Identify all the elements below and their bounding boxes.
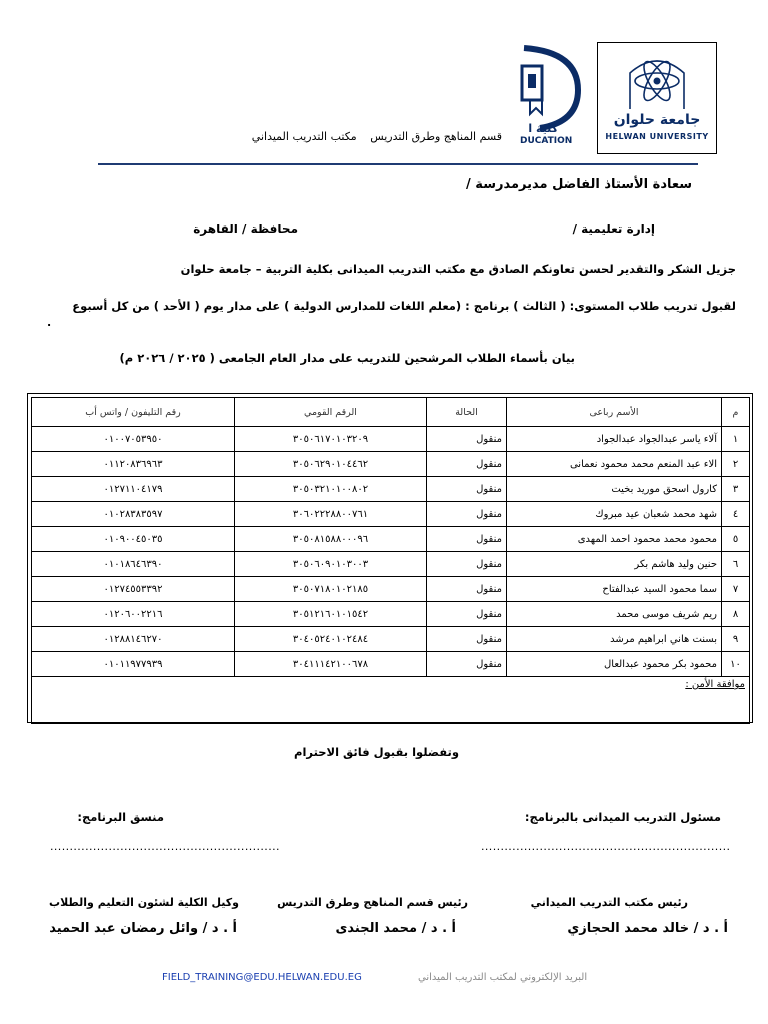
- closing-line: وتفضلوا بقبول فائق الاحترام: [294, 745, 459, 759]
- dept-head-title: رئيس قسم المناهج وطرق التدريس: [277, 896, 468, 909]
- table-row: [32, 452, 750, 477]
- dept-head-name: أ . د / محمد الجندى: [335, 921, 456, 936]
- student-status: منقول: [427, 427, 507, 452]
- phone-number: ٠١٠٩٠٠٤٥٠٣٥: [32, 527, 235, 552]
- row-number: ٦: [722, 552, 750, 577]
- national-id: ٣٠٥٠٦١٧٠١٠٣٢٠٩: [235, 427, 427, 452]
- education-admin-label: إدارة تعليمية /: [572, 222, 655, 236]
- student-name: محمود بكر محمود عبدالعال: [507, 652, 722, 677]
- student-name: آلاء ياسر عبدالجواد عبدالجواد: [507, 427, 722, 452]
- student-status: منقول: [427, 552, 507, 577]
- department-name: قسم المناهج وطرق التدريس: [370, 130, 502, 143]
- table-row: [32, 602, 750, 627]
- student-name: بسنت هاني ابراهيم مرشد: [507, 627, 722, 652]
- national-id: ٣٠٥٠٦٢٩٠١٠٤٤٦٢: [235, 452, 427, 477]
- col-header-nid: الرقم القومي: [235, 398, 427, 427]
- row-number: ٤: [722, 502, 750, 527]
- university-name-en: HELWAN UNIVERSITY: [605, 132, 709, 141]
- phone-number: ٠١٢٨٨١٤٦٢٧٠: [32, 627, 235, 652]
- row-number: ١٠: [722, 652, 750, 677]
- helwan-university-logo: [597, 42, 717, 154]
- row-number: ٥: [722, 527, 750, 552]
- student-status: منقول: [427, 577, 507, 602]
- col-header-status: الحالة: [427, 398, 507, 427]
- vice-dean-name: أ . د / وائل رمضان عبد الحميد: [49, 921, 237, 936]
- national-id: ٣٠٥٠٣٢١٠١٠٠٨٠٢: [235, 477, 427, 502]
- col-header-name: الأسم رباعى: [507, 398, 722, 427]
- student-status: منقول: [427, 627, 507, 652]
- phone-number: ٠١٢٧٤٥٥٣٣٩٢: [32, 577, 235, 602]
- acceptance-end-mark: .: [47, 316, 52, 329]
- table-row: [32, 527, 750, 552]
- student-name: ريم شريف موسى محمد: [507, 602, 722, 627]
- office-head-name: أ . د / خالد محمد الحجازي: [567, 921, 728, 936]
- office-name: مكتب التدريب الميداني: [251, 130, 357, 143]
- table-header-row: [32, 398, 750, 427]
- phone-number: ٠١٠٠٧٠٥٣٩٥٠: [32, 427, 235, 452]
- field-training-rep-label: مسئول التدريب الميدانى بالبرنامج:: [524, 810, 721, 824]
- student-status: منقول: [427, 527, 507, 552]
- faculty-of-education-logo: [520, 44, 582, 148]
- national-id: ٣٠٥١٢١٦٠١٠١٥٤٢: [235, 602, 427, 627]
- national-id: ٣٠٥٠٧١٨٠١٠٢١٨٥: [235, 577, 427, 602]
- security-approval-label: موافقة الأمن :: [685, 679, 745, 690]
- row-number: ١: [722, 427, 750, 452]
- student-status: منقول: [427, 652, 507, 677]
- students-table: [27, 393, 753, 723]
- security-approval-row: [32, 677, 750, 724]
- row-number: ٩: [722, 627, 750, 652]
- national-id: ٣٠٤١١١٤٢١٠٠٦٧٨: [235, 652, 427, 677]
- row-number: ٣: [722, 477, 750, 502]
- student-name: كارول اسحق موريد بخيت: [507, 477, 722, 502]
- national-id: ٣٠٦٠٢٢٢٨٨٠٠٧٦١: [235, 502, 427, 527]
- student-status: منقول: [427, 477, 507, 502]
- row-number: ٢: [722, 452, 750, 477]
- table-row: [32, 502, 750, 527]
- phone-number: ٠١٢٠٦٠٠٢٢١٦: [32, 602, 235, 627]
- student-status: منقول: [427, 452, 507, 477]
- table-row: [32, 652, 750, 677]
- student-name: حنين وليد هاشم بكر: [507, 552, 722, 577]
- faculty-name-en: DUCATION: [520, 136, 573, 146]
- student-status: منقول: [427, 502, 507, 527]
- table-row: [32, 427, 750, 452]
- faculty-emblem-icon: [520, 44, 582, 134]
- row-number: ٧: [722, 577, 750, 602]
- field-rep-signature-line: ................................................................: [481, 840, 731, 853]
- col-header-num: م: [722, 398, 750, 427]
- header-divider: [98, 163, 698, 165]
- program-coordinator-label: منسق البرنامج:: [77, 810, 164, 824]
- row-number: ٨: [722, 602, 750, 627]
- table-row: [32, 577, 750, 602]
- university-name-ar: جامعة حلوان: [613, 112, 701, 128]
- footer-email-label: البريد الإلكتروني لمكتب التدريب الميداني: [418, 972, 588, 983]
- col-header-phone: رقم التليفون / واتس أب: [32, 398, 235, 427]
- national-id: ٣٠٤٠٥٢٤٠١٠٢٤٨٤: [235, 627, 427, 652]
- table-row: [32, 627, 750, 652]
- student-name: سما محمود السيد عبدالفتاح: [507, 577, 722, 602]
- salutation: سعادة الأستاذ الفاضل مديرمدرسة /: [466, 177, 692, 192]
- table-row: [32, 477, 750, 502]
- student-status: منقول: [427, 602, 507, 627]
- phone-number: ٠١١٢٠٨٣٦٩٦٣: [32, 452, 235, 477]
- student-name: شهد محمد شعبان عيد مبروك: [507, 502, 722, 527]
- national-id: ٣٠٥٠٨١٥٨٨٠٠٠٩٦: [235, 527, 427, 552]
- security-approval-cell: [32, 677, 750, 724]
- table-title: بيان بأسماء الطلاب المرشحين للتدريب على مدار العام الجامعى ( ٢٠٢٥ / ٢٠٢٦ م): [119, 351, 575, 365]
- student-name: محمود محمد محمود احمد المهدى: [507, 527, 722, 552]
- coordinator-signature-line: ...........................................................: [50, 840, 280, 853]
- national-id: ٣٠٥٠٦٠٩٠١٠٣٠٠٣: [235, 552, 427, 577]
- acceptance-paragraph: لقبول تدريب طلاب المستوى: ( الثالث ) برنامج : (معلم اللغات للمدارس الدولية ) على مدار يوم ( الأحد ) من كل أسبوع: [72, 299, 736, 313]
- phone-number: ٠١٠١٨٦٤٦٣٩٠: [32, 552, 235, 577]
- governorate-label: محافظة / القاهرة: [193, 222, 298, 236]
- vice-dean-title: وكيل الكلية لشئون التعليم والطلاب: [49, 896, 239, 909]
- office-head-title: رئيس مكتب التدريب الميداني: [530, 896, 688, 909]
- faculty-name-ar: كلية ا: [528, 122, 558, 135]
- student-name: الاء عبد المنعم محمد محمود نعمانى: [507, 452, 722, 477]
- footer-email-link[interactable]: FIELD_TRAINING@EDU.HELWAN.EDU.EG: [162, 972, 362, 983]
- phone-number: ٠١٠١١٩٧٧٩٣٩: [32, 652, 235, 677]
- phone-number: ٠١٢٧١١٠٤١٧٩: [32, 477, 235, 502]
- department-line: [242, 130, 502, 143]
- phone-number: ٠١٠٢٨٣٨٣٥٩٧: [32, 502, 235, 527]
- table-row: [32, 552, 750, 577]
- thanks-paragraph: جزيل الشكر والتقدير لحسن تعاونكم الصادق مع مكتب التدريب الميدانى بكلية التربية – جامعة حلوان: [180, 262, 736, 276]
